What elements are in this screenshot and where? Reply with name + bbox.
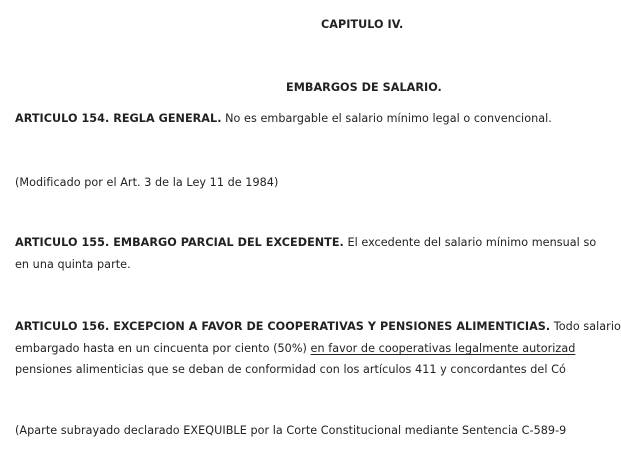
article-156-heading: ARTICULO 156. EXCEPCION A FAVOR DE COOPERATIVAS Y PENSIONES ALIMENTICIAS.: [15, 320, 551, 333]
article-156-line-1: [15, 320, 621, 334]
article-156-line-2: [15, 342, 575, 356]
article-156-line-3: pensiones alimenticias que se deban de conformidad con los artículos 411 y concordantes del Có: [15, 363, 566, 376]
chapter-subtitle: EMBARGOS DE SALARIO.: [286, 81, 442, 94]
chapter-title: CAPITULO IV.: [321, 18, 404, 31]
article-156-text: Todo salario: [550, 320, 621, 333]
exequible-note: (Aparte subrayado declarado EXEQUIBLE por la Corte Constitucional mediante Sentencia C-589-9: [15, 424, 567, 437]
article-156-underlined-text: en favor de cooperativas legalmente autorizad: [310, 342, 576, 355]
article-154-text: No es embargable el salario mínimo legal o convencional.: [221, 112, 552, 125]
article-154-heading: ARTICULO 154. REGLA GENERAL.: [15, 112, 222, 125]
article-155-text: El excedente del salario mínimo mensual so: [343, 236, 597, 249]
article-155-line-1: [15, 236, 596, 250]
article-155-line-2: en una quinta parte.: [15, 258, 131, 271]
article-155-heading: ARTICULO 155. EMBARGO PARCIAL DEL EXCEDENTE.: [15, 236, 344, 249]
article-156-line-2-text: embargado hasta en un cincuenta por ciento (50%): [15, 342, 311, 355]
modification-note: (Modificado por el Art. 3 de la Ley 11 de 1984): [15, 176, 279, 189]
article-154: [15, 112, 552, 126]
